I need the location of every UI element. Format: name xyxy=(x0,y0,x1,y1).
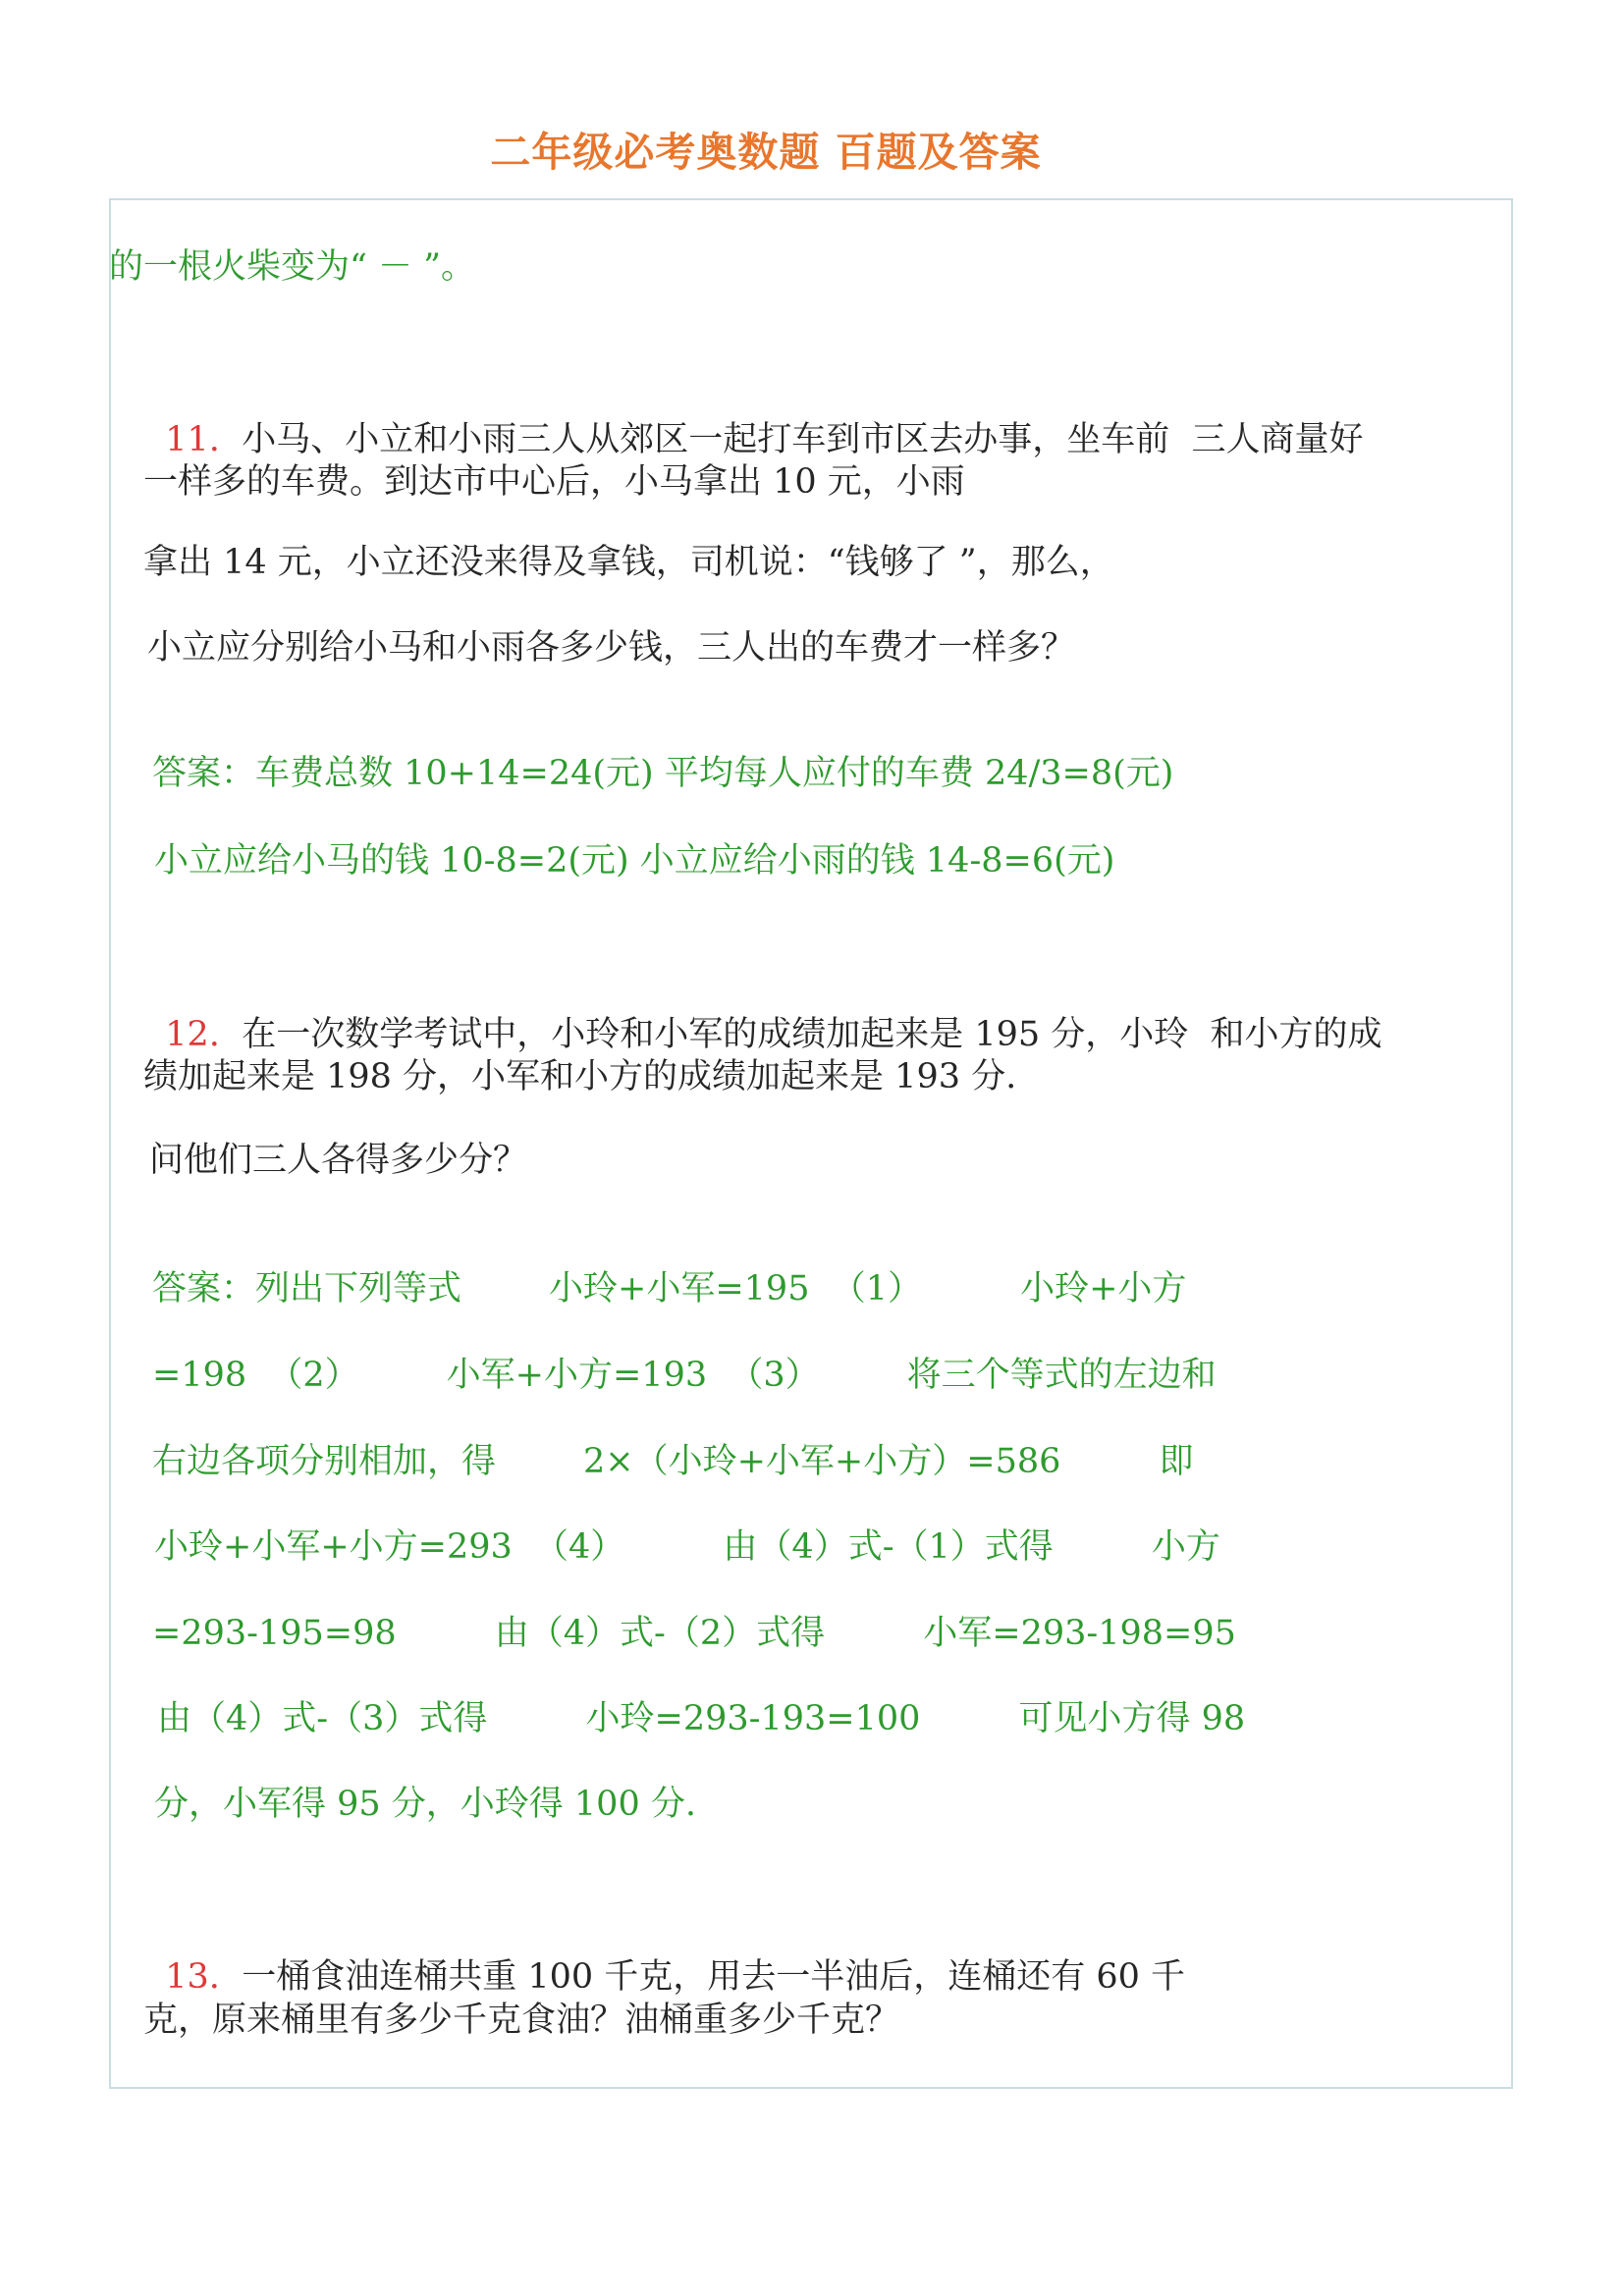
answer-text: 右边各项分别相加，得 2×（小玲+小军+小方）=586 即 xyxy=(152,1442,1194,1481)
problem-number: 13. xyxy=(165,1957,220,1997)
answer-text: 分，小军得 95 分，小玲得 100 分. xyxy=(154,1785,696,1824)
answer-text: 答案：列出下列等式 小玲+小军=195 （1） 小玲+小方 xyxy=(152,1269,1187,1308)
question-text: 问他们三人各得多少分？ xyxy=(149,1141,528,1180)
question-text: 克，原来桶里有多少千克食油？油桶重多少千克？ xyxy=(143,2001,900,2040)
problem-11-line-1 xyxy=(143,375,1363,461)
answer-text: =293-195=98 由（4）式-（2）式得 小军=293-198=95 xyxy=(152,1614,1236,1653)
question-text: 拿出 14 元，小立还没来得及拿钱，司机说：“钱够了 ”，那么， xyxy=(143,543,1114,582)
question-text: 一样多的车费。到达市中心后，小马拿出 10 元，小雨 xyxy=(143,462,965,502)
question-text: 一桶食油连桶共重 100 千克，用去一半油后，连桶还有 60 千 xyxy=(242,1957,1186,1997)
problem-12-line-1 xyxy=(143,970,1382,1056)
question-text: 在一次数学考试中，小玲和小军的成绩加起来是 195 分，小玲 和小方的成 xyxy=(242,1015,1382,1054)
question-text: 小立应分别给小马和小雨各多少钱，三人出的车费才一样多？ xyxy=(147,628,1076,667)
problem-number: 11. xyxy=(165,420,220,459)
problem-13-line-1 xyxy=(143,1912,1185,1999)
question-text: 小马、小立和小雨三人从郊区一起打车到市区去办事，坐车前 三人商量好 xyxy=(242,420,1364,459)
continuation-text: 的一根火柴变为“ － ”。 xyxy=(109,247,476,287)
question-text: 绩加起来是 198 分，小军和小方的成绩加起来是 193 分. xyxy=(143,1057,1017,1096)
answer-text: 小立应给小马的钱 10-8=2(元) 小立应给小雨的钱 14-8=6(元) xyxy=(154,841,1115,881)
problem-number: 12. xyxy=(165,1015,220,1054)
answer-text: 答案：车费总数 10+14=24(元) 平均每人应付的车费 24/3=8(元) xyxy=(152,754,1174,793)
answer-text: 小玲+小军+小方=293 （4） 由（4）式-（1）式得 小方 xyxy=(154,1527,1220,1567)
answer-text: =198 （2） 小军+小方=193 （3） 将三个等式的左边和 xyxy=(152,1356,1217,1395)
page-title: 二年级必考奥数题 百题及答案 xyxy=(490,129,1042,176)
answer-text: 由（4）式-（3）式得 小玲=293-193=100 可见小方得 98 xyxy=(157,1699,1246,1738)
